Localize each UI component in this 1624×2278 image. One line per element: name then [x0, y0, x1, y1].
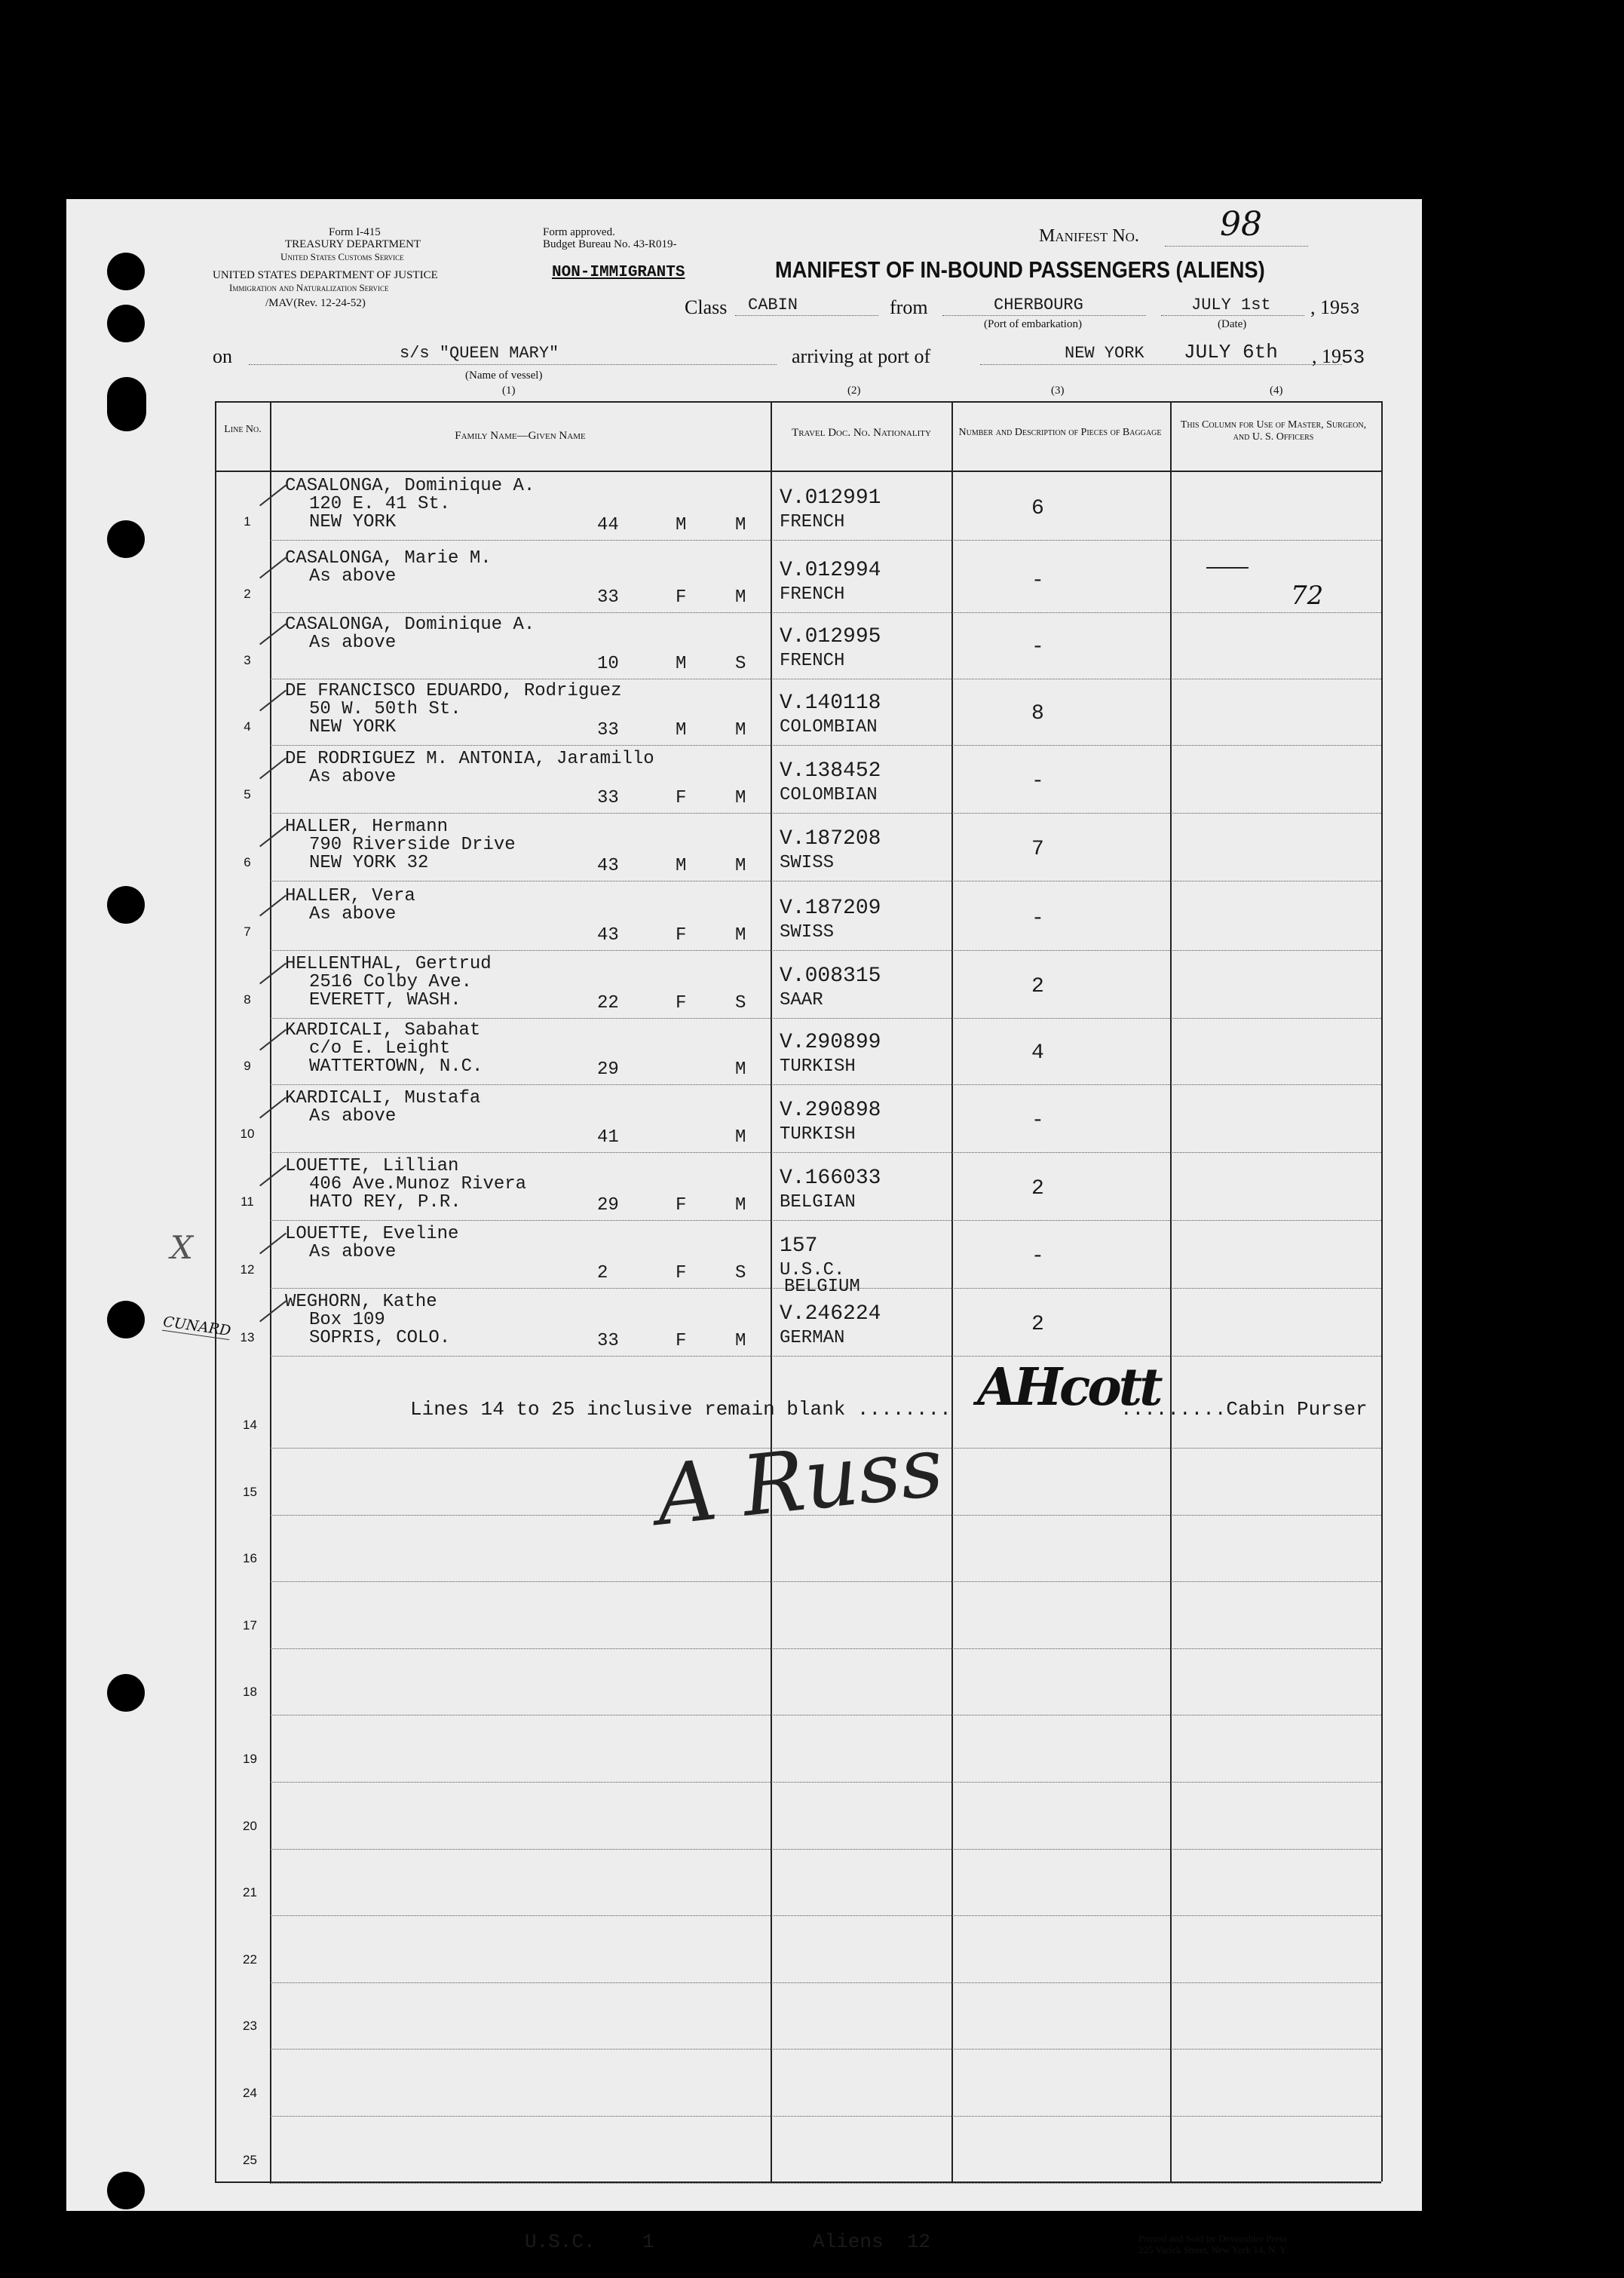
table-row	[0, 1018, 1624, 1084]
aliens-total: Aliens 12	[813, 2230, 931, 2253]
passenger-address-2: NEW YORK	[309, 717, 397, 737]
travel-doc-number: V.012995	[780, 625, 881, 648]
port-caption: (Port of embarkation)	[984, 318, 1082, 330]
form-approved: Form approved.	[543, 226, 615, 238]
passenger-sex: F	[676, 925, 687, 946]
blank-lines-note: Lines 14 to 25 inclusive remain blank ........	[410, 1398, 951, 1421]
nationality: TURKISH	[780, 1124, 856, 1145]
vessel-line	[249, 364, 777, 365]
nationality: U.S.C.	[780, 1260, 845, 1280]
check-mark	[259, 1233, 286, 1255]
printer-line-2: 225 Varick Street, New York 14, N. Y.	[1138, 2244, 1288, 2255]
row12-belgium: BELGIUM	[784, 1277, 860, 1297]
nationality: SWISS	[780, 853, 835, 873]
check-mark	[259, 624, 286, 645]
date-line	[1161, 315, 1304, 316]
passenger-age: 33	[597, 1331, 619, 1351]
purser-signature[interactable]: AHcott	[977, 1357, 1160, 1418]
row2-dash	[1206, 567, 1249, 569]
row-separator	[270, 1220, 1381, 1221]
manifest-label: Manifest No.	[1039, 226, 1139, 246]
passenger-address-1: 790 Riverside Drive	[309, 835, 516, 855]
passenger-name: DE RODRIGUEZ M. ANTONIA, Jaramillo	[285, 749, 654, 769]
passenger-address-2: NEW YORK	[309, 512, 397, 532]
arrival-year: , 1953	[1312, 345, 1365, 369]
row-separator	[270, 813, 1381, 814]
passenger-name: HELLENTHAL, Gertrud	[285, 954, 492, 974]
date-caption: (Date)	[1218, 318, 1247, 330]
passenger-sex: F	[676, 993, 687, 1013]
year-prefix: , 1953	[1310, 296, 1360, 319]
from-label: from	[890, 296, 928, 318]
form-revision: /MAV(Rev. 12-24-52)	[265, 297, 366, 309]
row-separator	[270, 2183, 1381, 2184]
check-mark	[259, 557, 286, 579]
passenger-age: 41	[597, 1127, 619, 1148]
passenger-age: 44	[597, 515, 619, 535]
passenger-marital: M	[735, 1331, 746, 1351]
row-line-number: 7	[244, 924, 251, 939]
punch-hole	[107, 305, 145, 342]
passenger-marital: S	[735, 993, 746, 1013]
class-line	[735, 315, 878, 316]
row2-mark: 72	[1291, 581, 1324, 611]
check-mark	[259, 758, 286, 780]
row-separator	[270, 2049, 1381, 2050]
passenger-marital: S	[735, 654, 746, 674]
passenger-address-1: 120 E. 41 St.	[309, 494, 451, 514]
row-line-number: 5	[244, 787, 251, 802]
empty-line-number: 24	[243, 2086, 257, 2100]
vessel-caption: (Name of vessel)	[465, 369, 543, 382]
check-mark	[259, 1029, 286, 1051]
check-mark	[259, 1097, 286, 1119]
passenger-name: DE FRANCISCO EDUARDO, Rodriguez	[285, 681, 622, 701]
check-mark	[259, 826, 286, 848]
passenger-sex: M	[676, 654, 687, 674]
passenger-sex: M	[676, 515, 687, 535]
passenger-address-1: Box 109	[309, 1310, 385, 1330]
manifest-number: 98	[1220, 205, 1262, 244]
passenger-address-2: WATTERTOWN, N.C.	[309, 1056, 483, 1077]
row-line-number: 8	[244, 992, 251, 1007]
travel-doc-number: 157	[780, 1234, 818, 1258]
on-label: on	[213, 345, 232, 367]
check-mark	[259, 1165, 286, 1187]
baggage-count: 6	[1031, 497, 1044, 520]
passenger-name: CASALONGA, Marie M.	[285, 548, 492, 569]
empty-line-number: 17	[243, 1617, 257, 1633]
row-separator	[270, 1581, 1381, 1582]
table-row	[0, 814, 1624, 881]
passenger-name: WEGHORN, Kathe	[285, 1292, 437, 1312]
baggage-count: 4	[1031, 1041, 1044, 1065]
empty-line-number: 14	[243, 1418, 257, 1432]
header-line-no: Line No.	[224, 424, 262, 435]
passenger-marital: M	[735, 720, 746, 740]
ins: Immigration and Naturalization Service	[229, 282, 389, 293]
row-line-number: 6	[244, 855, 251, 869]
treasury-dept: TREASURY DEPARTMENT	[285, 238, 421, 250]
row-line-number: 10	[240, 1127, 255, 1141]
passenger-address-2: NEW YORK 32	[309, 853, 429, 873]
class-label: Class	[685, 296, 728, 318]
table-row	[0, 612, 1624, 679]
punch-hole	[107, 253, 145, 290]
passenger-address-1: 2516 Colby Ave.	[309, 972, 473, 992]
passenger-sex: M	[676, 856, 687, 876]
passenger-name: LOUETTE, Lillian	[285, 1156, 459, 1176]
row-separator	[270, 1084, 1381, 1085]
travel-doc-number: V.012994	[780, 559, 881, 582]
empty-line-number: 16	[243, 1551, 257, 1566]
baggage-count: -	[1031, 907, 1044, 931]
nationality: FRENCH	[780, 584, 845, 605]
passenger-sex: F	[676, 788, 687, 808]
header-bottom-rule	[215, 471, 1381, 472]
nationality: FRENCH	[780, 651, 845, 671]
col-num-4: (4)	[1270, 385, 1283, 397]
col-num-1: (1)	[502, 385, 516, 397]
passenger-address-1: As above	[309, 566, 397, 587]
table-row	[0, 474, 1624, 540]
baggage-count: 8	[1031, 702, 1044, 725]
punch-hole	[107, 377, 146, 431]
travel-doc-number: V.290898	[780, 1099, 881, 1122]
passenger-name: CASALONGA, Dominique A.	[285, 476, 535, 496]
passenger-marital: S	[735, 1263, 746, 1283]
empty-line-number: 25	[243, 2152, 257, 2167]
baggage-count: -	[1031, 770, 1044, 793]
row-line-number: 12	[240, 1262, 255, 1277]
travel-doc-number: V.138452	[780, 759, 881, 783]
passenger-sex: F	[676, 1331, 687, 1351]
passenger-marital: M	[735, 515, 746, 535]
passenger-name: KARDICALI, Sabahat	[285, 1020, 481, 1041]
travel-doc-number: V.012991	[780, 486, 881, 510]
travel-doc-number: V.008315	[780, 964, 881, 988]
row-separator	[270, 1982, 1381, 1983]
passenger-age: 29	[597, 1059, 619, 1080]
check-mark	[259, 963, 286, 985]
vessel-name: s/s "QUEEN MARY"	[400, 344, 559, 363]
passenger-name: CASALONGA, Dominique A.	[285, 615, 535, 635]
travel-doc-number: V.290899	[780, 1031, 881, 1054]
nationality: FRENCH	[780, 512, 845, 532]
table-row	[0, 1086, 1624, 1152]
class-value: CABIN	[748, 296, 798, 314]
passenger-address-1: 406 Ave.Munoz Rivera	[309, 1174, 527, 1194]
table-row	[0, 952, 1624, 1018]
empty-line-number: 18	[243, 1685, 257, 1700]
passenger-address-1: As above	[309, 633, 397, 653]
check-mark	[259, 690, 286, 712]
printer-line-1: Printed and Sold by Devonshire Press	[1138, 2233, 1287, 2244]
punch-hole	[107, 1674, 145, 1712]
passenger-name: LOUETTE, Eveline	[285, 1224, 459, 1244]
table-row	[0, 546, 1624, 612]
row-line-number: 9	[244, 1059, 251, 1073]
passenger-address-1: 50 W. 50th St.	[309, 699, 461, 719]
passenger-sex: M	[676, 720, 687, 740]
manifest-title: MANIFEST OF IN-BOUND PASSENGERS (ALIENS)	[775, 256, 1265, 283]
header-officers: This Column for Use of Master, Surgeon, and U. S. Officers	[1180, 419, 1367, 443]
manifest-line	[1165, 246, 1308, 247]
passenger-address-1: As above	[309, 1242, 397, 1262]
passenger-age: 33	[597, 788, 619, 808]
baggage-count: 7	[1031, 838, 1044, 861]
non-immigrants: NON-IMMIGRANTS	[552, 264, 685, 281]
row-separator	[270, 1915, 1381, 1916]
passenger-age: 33	[597, 720, 619, 740]
empty-line-number: 22	[243, 1951, 257, 1967]
empty-line-number: 21	[243, 1885, 257, 1900]
passenger-age: 29	[597, 1195, 619, 1216]
passenger-marital: M	[735, 1127, 746, 1148]
passenger-marital: M	[735, 856, 746, 876]
passenger-name: KARDICALI, Mustafa	[285, 1088, 481, 1108]
passenger-marital: M	[735, 587, 746, 608]
row-line-number: 4	[244, 719, 251, 734]
row-separator	[270, 950, 1381, 951]
passenger-sex: F	[676, 1195, 687, 1216]
passenger-age: 2	[597, 1263, 608, 1283]
passenger-marital: M	[735, 1195, 746, 1216]
arriving-label: arriving at port of	[792, 345, 931, 367]
passenger-age: 22	[597, 993, 619, 1013]
row-separator	[270, 540, 1381, 541]
passenger-address-2: HATO REY, P.R.	[309, 1192, 461, 1213]
header-baggage: Number and Description of Pieces of Baggage	[958, 427, 1162, 438]
nationality: BELGIAN	[780, 1192, 856, 1213]
baggage-count: -	[1031, 1245, 1044, 1268]
arrival-date: JULY 6th	[1184, 341, 1278, 363]
travel-doc-number: V.187208	[780, 827, 881, 851]
row-line-number: 3	[244, 653, 251, 667]
col-num-2: (2)	[847, 385, 861, 397]
check-mark	[259, 895, 286, 917]
baggage-count: 2	[1031, 1177, 1044, 1200]
nationality: TURKISH	[780, 1056, 856, 1077]
header-travel: Travel Doc. No. Nationality	[792, 427, 931, 439]
row-separator	[270, 1648, 1381, 1649]
officer-signature[interactable]: A Russ	[651, 1418, 948, 1544]
table-top-rule	[215, 401, 1381, 403]
passenger-address-1: As above	[309, 904, 397, 924]
baggage-count: -	[1031, 636, 1044, 659]
dept-justice: UNITED STATES DEPARTMENT OF JUSTICE	[213, 269, 438, 281]
travel-doc-number: V.166033	[780, 1167, 881, 1190]
passenger-address-1: As above	[309, 767, 397, 787]
baggage-count: -	[1031, 1109, 1044, 1133]
passenger-marital: M	[735, 925, 746, 946]
passenger-age: 43	[597, 925, 619, 946]
row-separator	[270, 1782, 1381, 1783]
nationality: COLOMBIAN	[780, 785, 878, 805]
from-value: CHERBOURG	[994, 296, 1083, 314]
cabin-purser: .........Cabin Purser	[1120, 1398, 1368, 1421]
row-separator	[270, 2116, 1381, 2117]
nationality: GERMAN	[780, 1328, 845, 1348]
row-separator	[270, 1356, 1381, 1357]
passenger-name: HALLER, Hermann	[285, 817, 449, 837]
table-row	[0, 679, 1624, 745]
travel-doc-number: V.140118	[780, 691, 881, 715]
punch-hole	[107, 2172, 145, 2209]
row-line-number: 11	[241, 1194, 254, 1209]
empty-line-number: 20	[243, 1818, 257, 1833]
arrival-port: NEW YORK	[1065, 344, 1144, 363]
table-row	[0, 1289, 1624, 1356]
baggage-count: 2	[1031, 1313, 1044, 1336]
table-row	[0, 884, 1624, 950]
passenger-marital: M	[735, 1059, 746, 1080]
nationality: SAAR	[780, 990, 823, 1010]
check-mark	[259, 1301, 286, 1323]
row-separator	[270, 1849, 1381, 1850]
table-row	[0, 1154, 1624, 1220]
passenger-age: 43	[597, 856, 619, 876]
date-value: JULY 1st	[1191, 296, 1271, 314]
baggage-count: 2	[1031, 975, 1044, 998]
passenger-address-2: SOPRIS, COLO.	[309, 1328, 451, 1348]
empty-line-number: 23	[243, 2019, 257, 2034]
usc-total: U.S.C. 1	[525, 2230, 654, 2253]
nationality: SWISS	[780, 922, 835, 943]
nationality: COLOMBIAN	[780, 717, 878, 737]
table-row	[0, 747, 1624, 813]
passenger-age: 10	[597, 654, 619, 674]
row-line-number: 2	[244, 587, 251, 601]
passenger-address-2: EVERETT, WASH.	[309, 990, 461, 1010]
from-line	[942, 315, 1146, 316]
passenger-sex: F	[676, 587, 687, 608]
arrival-line	[980, 364, 1342, 365]
row-line-number: 1	[244, 514, 251, 529]
check-mark	[259, 485, 286, 507]
passenger-sex: F	[676, 1263, 687, 1283]
baggage-count: -	[1031, 569, 1044, 593]
row-separator	[270, 745, 1381, 746]
passenger-address-1: As above	[309, 1106, 397, 1127]
passenger-address-1: c/o E. Leight	[309, 1038, 451, 1059]
empty-line-number: 15	[243, 1484, 257, 1499]
travel-doc-number: V.187209	[780, 897, 881, 920]
travel-doc-number: V.246224	[780, 1302, 881, 1326]
header-name: Family Name—Given Name	[455, 430, 586, 442]
passenger-marital: M	[735, 788, 746, 808]
budget-bureau: Budget Bureau No. 43-R019-	[543, 238, 677, 250]
col-num-3: (3)	[1051, 385, 1065, 397]
row-separator	[270, 1152, 1381, 1153]
form-number: Form I-415	[329, 226, 381, 238]
empty-line-number: 19	[243, 1752, 257, 1766]
passenger-age: 33	[597, 587, 619, 608]
margin-x: X	[170, 1229, 193, 1266]
customs-service: United States Customs Service	[280, 251, 404, 262]
passenger-name: HALLER, Vera	[285, 886, 415, 906]
row-line-number: 13	[240, 1330, 255, 1344]
cunard-mark: CUNARD	[161, 1313, 232, 1340]
